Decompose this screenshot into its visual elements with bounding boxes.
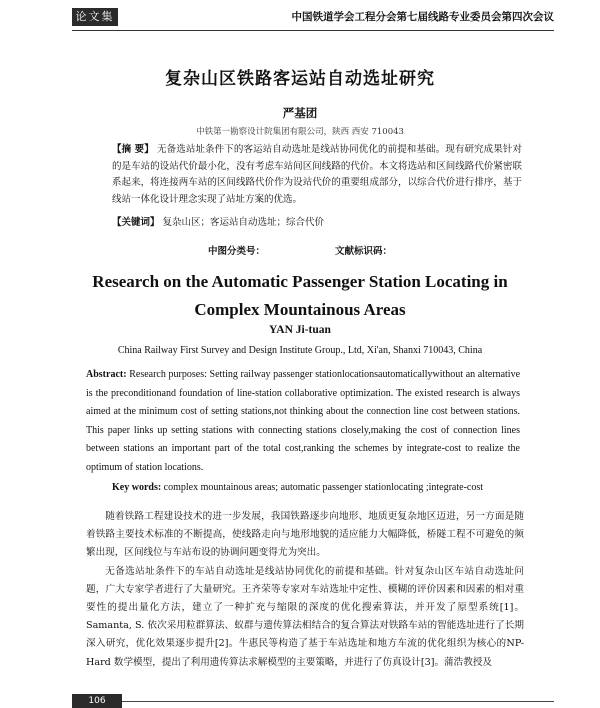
body-text bbox=[86, 508, 524, 672]
proceedings-tag: 论文集 bbox=[72, 8, 118, 26]
chinese-author: 严基团 bbox=[282, 106, 318, 120]
document-code-label: 文献标识码： bbox=[335, 246, 393, 257]
english-keywords bbox=[112, 480, 522, 496]
english-abstract bbox=[86, 366, 520, 477]
chinese-title: 复杂山区铁路客运站自动选址研究 bbox=[165, 69, 435, 89]
chinese-keywords bbox=[112, 215, 522, 231]
header-rule bbox=[72, 30, 554, 31]
page-number: 106 bbox=[72, 694, 122, 708]
body-paragraph: 随着铁路工程建设技术的进一步发展，我国铁路逐步向地形、地质更复杂地区迈进，另一方面是随着铁路主要技术标准的不断提高，使线路走向与地形地貌的适应能力大幅降低，桥隧工程不可避免的频繁出现，区间线位与车站布设的协调问题变得尤为突出。 bbox=[86, 511, 524, 559]
english-abstract-label: Abstract: bbox=[86, 369, 127, 380]
english-author: YAN Ji-tuan bbox=[269, 324, 331, 336]
chinese-abstract-text: 无备选站址条件下的客运站自动选址是线站协同优化的前提和基础。现有研究成果针对的是车站的设站代价最小化，没有考虑车站间区间线路的代价。本文将选站和区间线路代价紧密联系起来，将连接两车站的区间线路代价作为设站代价的重要组成部分，以综合代价进行排序，基于线站一体化设计理念实现了站址方案的优选。 bbox=[112, 144, 522, 205]
classification-number-label: 中图分类号： bbox=[208, 246, 266, 257]
footer-rule bbox=[72, 701, 554, 702]
chinese-abstract bbox=[112, 142, 522, 208]
chinese-keywords-text: 复杂山区；客运站自动选址；综合代价 bbox=[162, 217, 325, 228]
chinese-abstract-label: 【摘 要】 bbox=[112, 144, 154, 155]
english-keywords-label: Key words: bbox=[112, 482, 162, 493]
body-paragraph: 无备选站址条件下的车站自动选址是线站协同优化的前提和基础。针对复杂山区车站自动选址问题，广大专家学者进行了大量研究。王齐荣等专家对车站选址中定性、模糊的评价因素和因素的相对重要性的提出量化方法，建立了一种扩充与缩限的深度的优化搜索算法，并开发了原型系统[1]。Samanta, S. 依次采用粒群算法、蚁群与遗传算法相结合的复合算法对铁路车站的智能选址进行了长期深入研究，优化效果逐步提升[2]。牛惠民等构造了基于车站选址和地方车流的优化组织为核心的NP-Hard 数学模型，提出了利用遗传算法求解模型的主要策略，并进行了仿真设计[3]。蒲浩教授及 bbox=[86, 565, 524, 668]
english-keywords-text: complex mountainous areas; automatic passenger stationlocating ;integrate-cost bbox=[163, 482, 484, 493]
english-affiliation: China Railway First Survey and Design Institute Group., Ltd, Xi'an, Shanxi 710043, China bbox=[117, 345, 483, 356]
chinese-keywords-label: 【关键词】 bbox=[112, 217, 160, 228]
chinese-affiliation: 中铁第一勘察设计院集团有限公司，陕西 西安 710043 bbox=[196, 127, 404, 137]
running-head: 中国铁道学会工程分会第七届线路专业委员会第四次会议 bbox=[291, 11, 554, 23]
english-title: Research on the Automatic Passenger Station Locating in Complex Mountainous Areas bbox=[92, 272, 508, 319]
english-abstract-text: Research purposes: Setting railway passenger stationlocationsautomaticallywithout an alternative is the preconditionand foundation of line-station collaborative optimization. The existed research is always aimed at the minimum cost of setting stations,not thinking about the connection line cost between stations. This paper links up setting stations with connecting stations closely,making the cost of connection lines between stations an important part of the total cost,ranking the schemes by integrate-cost to realize the optimum of station locations. bbox=[86, 369, 521, 473]
